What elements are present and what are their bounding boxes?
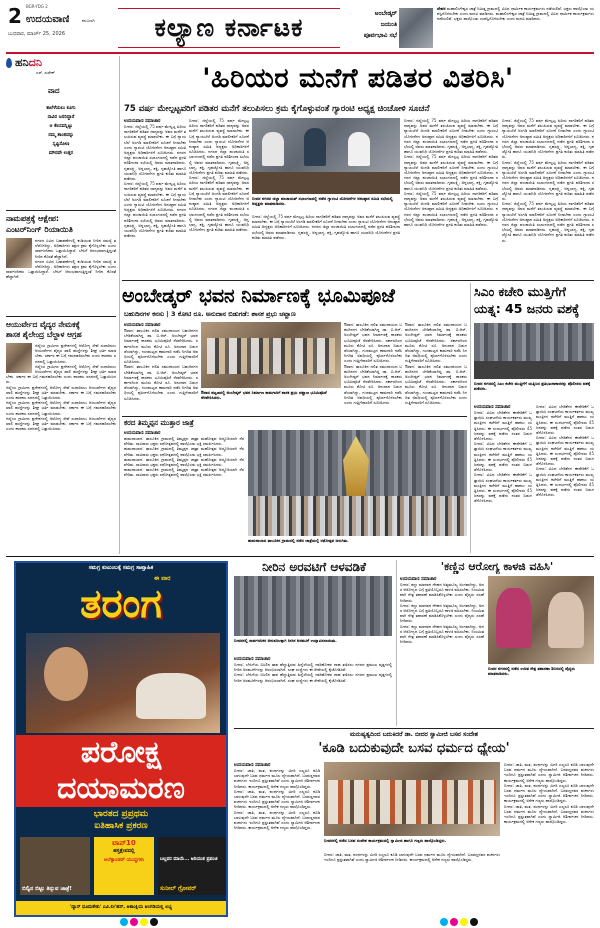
cm-body-cont: ಬೀದರ: ವಿವಿಧ ಬೇಡಿಕೆಗಳ ಈಡೇರಿಕೆಗೆ ಒತ್ತಾಯಿಸಿ ಸಂಘಟನೆಯ ಕಾರ್ಯಕರ್ತರು ಮುಖ್ಯಮಂತ್ರಿಗಳ ಕಚೇರಿಗೆ ಮುತ್ತಿಗೆ ಹಾಕಲು ಯತ್ನಿಸಿದರು. ಈ ಸಂದರ್ಭದಲ್ಲಿ ಪೊಲೀಸರು 45 ಜನರನ್ನು ವಶಕ್ಕೆ ಪಡೆದು ನಂತರ ಬಿಡುಗಡೆಗೊಳಿಸಿದರು. <box>536 404 594 436</box>
ad-top-line: ಸಮಗ್ರ ಕುಟುಂಬಕ್ಕೆ ಸಮಗ್ರ ಸಾಪ್ತಾಹಿಕ <box>88 565 154 571</box>
lead-col-5 <box>502 118 594 278</box>
ambedkar-body-cont: ಔರಾದ: ತಾಲೂಕಿನ ದಲಿತ ಸಮುದಾಯದ ಬಹುದಿನಗಳ ಬೇಡಿಕೆಯಾಗಿದ್ದ ಡಾ. ಬಿ.ಆರ್. ಅಂಬೇಡ್ಕರ್ ಭವನ ನಿರ್ಮಾಣಕ್ಕೆ ಶಾಸಕರು ಭೂಮಿಪೂಜೆ ನೆರವೇರಿಸಿದರು. ಸರ್ಕಾರದಿಂದ ಮೂರು ಕೋಟಿ ರೂ. ಅನುದಾನ ಬಿಡುಗಡೆಯಾಗಿದ್ದು, ಗುಣಮಟ್ಟದ ಕಾಮಗಾರಿ ನಡೆಸಿ ನಿಗದಿತ ಅವಧಿಯಲ್ಲಿ ಪೂರ್ಣಗೊಳಿಸಬೇಕು ಎಂದು ಗುತ್ತಿಗೆದಾರರಿಗೆ ಸೂಚಿಸಿದರು. <box>405 322 467 364</box>
poem-line: ಸಾವಿರ ಜನರಿದ್ದಾರೆ <box>47 115 75 120</box>
ambedkar-body-cont: ಔರಾದ: ತಾಲೂಕಿನ ದಲಿತ ಸಮುದಾಯದ ಬಹುದಿನಗಳ ಬೇಡಿಕೆಯಾಗಿದ್ದ ಡಾ. ಬಿ.ಆರ್. ಅಂಬೇಡ್ಕರ್ ಭವನ ನಿರ್ಮಾಣಕ್ಕೆ ಶಾಸಕರು ಭೂಮಿಪೂಜೆ ನೆರವೇರಿಸಿದರು. ಸರ್ಕಾರದಿಂದ ಮೂರು ಕೋಟಿ ರೂ. ಅನುದಾನ ಬಿಡುಗಡೆಯಾಗಿದ್ದು, ಗುಣಮಟ್ಟದ ಕಾಮಗಾರಿ ನಡೆಸಿ ನಿಗದಿತ ಅವಧಿಯಲ್ಲಿ ಪೂರ್ಣಗೊಳಿಸಬೇಕು ಎಂದು ಗುತ್ತಿಗೆದಾರರಿಗೆ ಸೂಚಿಸಿದರು. <box>344 322 402 364</box>
feature-story <box>6 213 116 313</box>
ad-side-right <box>158 837 226 895</box>
ambedkar-body-cont: ಔರಾದ: ತಾಲೂಕಿನ ದಲಿತ ಸಮುದಾಯದ ಬಹುದಿನಗಳ ಬೇಡಿಕೆಯಾಗಿದ್ದ ಡಾ. ಬಿ.ಆರ್. ಅಂಬೇಡ್ಕರ್ ಭವನ ನಿರ್ಮಾಣಕ್ಕೆ ಶಾಸಕರು ಭೂಮಿಪೂಜೆ ನೆರವೇರಿಸಿದರು. ಸರ್ಕಾರದಿಂದ ಮೂರು ಕೋಟಿ ರೂ. ಅನುದಾನ ಬಿಡುಗಡೆಯಾಗಿದ್ದು, ಗುಣಮಟ್ಟದ ಕಾಮಗಾರಿ ನಡೆಸಿ ನಿಗದಿತ ಅವಧಿಯಲ್ಲಿ ಪೂರ್ಣಗೊಳಿಸಬೇಕು ಎಂದು ಗುತ್ತಿಗೆದಾರರಿಗೆ ಸೂಚಿಸಿದರು. <box>405 363 467 406</box>
ad-headline-2: ದಯಾಮರಣ <box>16 771 226 807</box>
basava-body-cont: ಬೀದರ: ಜಾತಿ, ಮತ, ಪಂಥಗಳನ್ನು ಮೀರಿ ಎಲ್ಲರೂ ಕೂಡಿ ಬಾಳುವುದೇ ಬಸವ ಧರ್ಮದ ಮೂಲ ಧ್ಯೇಯವಾಗಿದೆ. ಬಸವಣ್ಣನವರ ವಚನಗಳು ಇಂದಿಗೂ ಪ್ರಸ್ತುತವಾಗಿವೆ ಎಂದು ಸ್ವಾಮೀಜಿ ಆಶೀರ್ವಚನ ನೀಡಿದರು. ಕಾರ್ಯಕ್ರಮದಲ್ಲಿ ಅನೇಕ ಗಣ್ಯರು ಪಾಲ್ಗೊಂಡಿದ್ದರು. <box>504 782 594 804</box>
divider <box>122 416 467 417</box>
ambedkar-caption: ಔರಾದ ಪಟ್ಟಣದಲ್ಲಿ ಅಂಬೇಡ್ಕರ್ ಭವನ ನಿರ್ಮಾಣ ಕಾಮಗಾರಿಗೆ ಶಾಸಕ ಪ್ರಭು ಚವ್ಹಾಣ ಭೂಮಿಪೂಜೆ ನೆರವೇರಿಸಿದರು. <box>201 390 327 400</box>
page-number: 2 <box>8 6 22 26</box>
ad-brand: ತರಂಗ <box>80 581 162 627</box>
basava-body-cont: ಬೀದರ: ಜಾತಿ, ಮತ, ಪಂಥಗಳನ್ನು ಮೀರಿ ಎಲ್ಲರೂ ಕೂಡಿ ಬಾಳುವುದೇ ಬಸವ ಧರ್ಮದ ಮೂಲ ಧ್ಯೇಯವಾಗಿದೆ. ಬಸವಣ್ಣನವರ ವಚನಗಳು ಇಂದಿಗೂ ಪ್ರಸ್ತುತವಾಗಿವೆ ಎಂದು ಸ್ವಾಮೀಜಿ ಆಶೀರ್ವಚನ ನೀಡಿದರು. ಕಾರ್ಯಕ್ರಮದಲ್ಲಿ ಅನೇಕ ಗಣ್ಯರು ಪಾಲ್ಗೊಂಡಿದ್ದರು. <box>234 809 320 831</box>
water-caption: ಬೀದರನಲ್ಲಿ ಸಾರ್ವಜನಿಕರ ಅನುಕೂಲಕ್ಕಾಗಿ ನೀರಿನ ಅರವಟಿಗೆ ಉದ್ಘಾಟಿಸಲಾಯಿತು. <box>234 638 337 643</box>
lead-body-cont: ಬೀದರ: ಜಿಲ್ಲೆಯಲ್ಲಿ 75 ವರ್ಷ ಮೇಲ್ಪಟ್ಟ ಹಿರಿಯ ನಾಗರಿಕರಿಗೆ ಪಡಿತರ ಧಾನ್ಯವನ್ನು ಅವರ ಮನೆಗೆ ತಲುಪಿಸುವ ವ್ಯವಸ್ಥೆ ಮಾಡಬೇಕು. ಈ ಬಗ್ಗೆ ನ್ಯಾಯಬೆಲೆ ಅಂಗಡಿ ಮಾಲೀಕರಿಗೆ ಸೂಚನೆ ನೀಡಬೇಕು ಎಂದು ಗ್ಯಾರಂಟಿ ಯೋಜನೆಗಳ ಅನುಷ್ಠಾನ ಸಮಿತಿ ಅಧ್ಯಕ್ಷರು ಅಧಿಕಾರಿಗಳಿಗೆ ಸೂಚಿಸಿದರು. ನಗರದ ಜಿಲ್ಲಾ ಪಂಚಾಯಿತಿ ಸಭಾಂಗಣದಲ್ಲಿ ನಡೆದ ಪ್ರಗತಿ ಪರಿಶೀಲನಾ ಸಭೆಯಲ್ಲಿ ಅವರು ಮಾತನಾಡಿದರು. ಗೃಹಲಕ್ಷ್ಮಿ, ಅನ್ನಭಾಗ್ಯ, ಶಕ್ತಿ, ಗೃಹಜ್ಯೋತಿ ಹಾಗೂ ಯುವನಿಧಿ ಯೋಜನೆಗಳ ಪ್ರಗತಿ ಕುರಿತು ಮಾಹಿತಿ ಪಡೆದರು. <box>189 175 249 233</box>
lead-col-1 <box>124 118 186 278</box>
ambedkar-headline-box <box>122 283 467 309</box>
poem-line: ನಮ್ಮ ಶಾಂತವನ್ನು <box>48 133 74 138</box>
water-body-cont: ಬೀದರ: ಬೇಸಿಗೆಯ ಬಿಸಿಲಿನ ತಾಪ ಹೆಚ್ಚುತ್ತಿರುವ ಹಿನ್ನೆಲೆಯಲ್ಲಿ ದಾರಿಹೋಕರ ದಾಹ ತಣಿಸಲು ನಗರದ ಪ್ರಮುಖ ವೃತ್ತಗಳಲ್ಲಿ ನೀರಿನ ಅರವಟಿಗೆಗಳನ್ನು ಆರಂಭಿಸಲಾಗಿದೆ. ಸಂಘ ಸಂಸ್ಥೆಗಳು ಈ ಸೇವೆಯಲ್ಲಿ ಕೈಜೋಡಿಸಿವೆ. <box>234 672 392 683</box>
lead-subhead: 75 ವರ್ಷ ಮೇಲ್ಪಟ್ಟವರಿಗೆ ಪಡಿತರ ಮನೆಗೆ ತಲುಪಿಸಲು ಕ್ರಮ ಕೈಗೊಳ್ಳುವಂತೆ ಗ್ಯಾರಂಟಿ ಅಧ್ಯಕ್ಷ ಚಿಂಚೋಳಿ ಸೂಚನೆ <box>124 104 430 114</box>
lead-headline-box <box>122 56 594 102</box>
lead-photo <box>252 118 400 194</box>
registration-mark <box>460 918 468 926</box>
basava-photo <box>324 762 500 836</box>
cm-headline-box <box>474 283 594 321</box>
feature-text: ನಗರದ ವಿವಿಧ ಬಡಾವಣೆಗಳಲ್ಲಿ ಕುಡಿಯುವ ನೀರಿನ ಸಮಸ್ಯೆ ತಲೆದೋರಿದ್ದು, ಅಧಿಕಾರಿಗಳು ತಕ್ಷಣ ಕ್ರಮ ಕೈಗೊಳ್ಳಬೇಕು ಎಂದು ಸಾರ್ವಜನಿಕರು ಒತ್ತಾಯಿಸಿದ್ದಾರೆ. ಬೇಸಿಗೆ ಆರಂಭವಾಗುತ್ತಿದ್ದಂತೆ ನೀರಿನ ಕೊರತೆ ಹೆಚ್ಚಾಗಿದೆ. <box>35 238 116 259</box>
registration-mark <box>140 918 148 926</box>
story2-text-cont: ಜಿಲ್ಲೆಯ ಗ್ರಾಮೀಣ ಪ್ರದೇಶಗಳಲ್ಲಿ ಆರೋಗ್ಯ ಸೇವೆ ಸುಧಾರಿಸಲು ಆಯುರ್ವೇದ ವೈದ್ಯರ ಖಾಲಿ ಹುದ್ದೆಗಳನ್ನು ಶೀಘ್ರ ಭರ್ತಿ ಮಾಡಬೇಕು. ಸರ್ಕಾರ ಈ ಬಗ್ಗೆ ಗಮನಹರಿಸಬೇಕು ಎಂದು ಶಾಸಕರು ಸದನದಲ್ಲಿ ಒತ್ತಾಯಿಸಿದರು. <box>6 400 116 416</box>
basava-kicker: ಮನುಷ್ಯತ್ವದಿಂದ ಬದುಕಿದರೆ ಡಾ. ಬೀದರ ಸ್ವಾಮೀಜಿ ಬಸವ ಸಂದೇಶ <box>350 731 478 738</box>
basava-headline: 'ಕೂಡಿ ಬದುಕುವುದೇ ಬಸವ ಧರ್ಮದ ಧ್ಯೇಯ' <box>318 741 510 756</box>
basava-body-cont: ಬೀದರ: ಜಾತಿ, ಮತ, ಪಂಥಗಳನ್ನು ಮೀರಿ ಎಲ್ಲರೂ ಕೂಡಿ ಬಾಳುವುದೇ ಬಸವ ಧರ್ಮದ ಮೂಲ ಧ್ಯೇಯವಾಗಿದೆ. ಬಸವಣ್ಣನವರ ವಚನಗಳು ಇಂದಿಗೂ ಪ್ರಸ್ತುತವಾಗಿವೆ ಎಂದು ಸ್ವಾಮೀಜಿ ಆಶೀರ್ವಚನ ನೀಡಿದರು. ಕಾರ್ಯಕ್ರಮದಲ್ಲಿ ಅನೇಕ ಗಣ್ಯರು ಪಾಲ್ಗೊಂಡಿದ್ದರು. <box>504 803 594 825</box>
cm-body-cont: ಬೀದರ: ವಿವಿಧ ಬೇಡಿಕೆಗಳ ಈಡೇರಿಕೆಗೆ ಒತ್ತಾಯಿಸಿ ಸಂಘಟನೆಯ ಕಾರ್ಯಕರ್ತರು ಮುಖ್ಯಮಂತ್ರಿಗಳ ಕಚೇರಿಗೆ ಮುತ್ತಿಗೆ ಹಾಕಲು ಯತ್ನಿಸಿದರು. ಈ ಸಂದರ್ಭದಲ್ಲಿ ಪೊಲೀಸರು 45 ಜನರನ್ನು ವಶಕ್ಕೆ ಪಡೆದು ನಂತರ ಬಿಡುಗಡೆಗೊಳಿಸಿದರು. <box>474 472 532 504</box>
section-title: ಕಲ್ಯಾಣ ಕರ್ನಾಟಕ <box>154 13 304 42</box>
basava-body: ಬೀದರ: ಜಾತಿ, ಮತ, ಪಂಥಗಳನ್ನು ಮೀರಿ ಎಲ್ಲರೂ ಕೂಡಿ ಬಾಳುವುದೇ ಬಸವ ಧರ್ಮದ ಮೂಲ ಧ್ಯೇಯವಾಗಿದೆ. ಬಸವಣ್ಣನವರ ವಚನಗಳು ಇಂದಿಗೂ ಪ್ರಸ್ತುತವಾಗಿವೆ ಎಂದು ಸ್ವಾಮೀಜಿ ಆಶೀರ್ವಚನ ನೀಡಿದರು. ಕಾರ್ಯಕ್ರಮದಲ್ಲಿ ಅನೇಕ ಗಣ್ಯರು ಪಾಲ್ಗೊಂಡಿದ್ದರು. <box>234 768 320 789</box>
registration-mark <box>470 918 478 926</box>
story2-title: ಆಯುರ್ವೇದ ವೈದ್ಯರ ನೇಮಕಕ್ಕೆ <box>6 320 80 329</box>
ambedkar-headline: ಅಂಬೇಡ್ಕರ್ ಭವನ ನಿರ್ಮಾಣಕ್ಕೆ ಭೂಮಿಪೂಜೆ <box>122 285 395 307</box>
lead-body-cont: ಬೀದರ: ಜಿಲ್ಲೆಯಲ್ಲಿ 75 ವರ್ಷ ಮೇಲ್ಪಟ್ಟ ಹಿರಿಯ ನಾಗರಿಕರಿಗೆ ಪಡಿತರ ಧಾನ್ಯವನ್ನು ಅವರ ಮನೆಗೆ ತಲುಪಿಸುವ ವ್ಯವಸ್ಥೆ ಮಾಡಬೇಕು. ಈ ಬಗ್ಗೆ ನ್ಯಾಯಬೆಲೆ ಅಂಗಡಿ ಮಾಲೀಕರಿಗೆ ಸೂಚನೆ ನೀಡಬೇಕು ಎಂದು ಗ್ಯಾರಂಟಿ ಯೋಜನೆಗಳ ಅನುಷ್ಠಾನ ಸಮಿತಿ ಅಧ್ಯಕ್ಷರು ಅಧಿಕಾರಿಗಳಿಗೆ ಸೂಚಿಸಿದರು. ನಗರದ ಜಿಲ್ಲಾ ಪಂಚಾಯಿತಿ ಸಭಾಂಗಣದಲ್ಲಿ ನಡೆದ ಪ್ರಗತಿ ಪರಿಶೀಲನಾ ಸಭೆಯಲ್ಲಿ ಅವರು ಮಾತನಾಡಿದರು. ಗೃಹಲಕ್ಷ್ಮಿ, ಅನ್ನಭಾಗ್ಯ, ಶಕ್ತಿ, ಗೃಹಜ್ಯೋತಿ ಹಾಗೂ ಯುವನಿಧಿ ಯೋಜನೆಗಳ ಪ್ರಗತಿ ಕುರಿತು ಮಾಹಿತಿ ಪಡೆದರು. <box>502 201 594 243</box>
ambedkar-body-cont: ಔರಾದ: ತಾಲೂಕಿನ ದಲಿತ ಸಮುದಾಯದ ಬಹುದಿನಗಳ ಬೇಡಿಕೆಯಾಗಿದ್ದ ಡಾ. ಬಿ.ಆರ್. ಅಂಬೇಡ್ಕರ್ ಭವನ ನಿರ್ಮಾಣಕ್ಕೆ ಶಾಸಕರು ಭೂಮಿಪೂಜೆ ನೆರವೇರಿಸಿದರು. ಸರ್ಕಾರದಿಂದ ಮೂರು ಕೋಟಿ ರೂ. ಅನುದಾನ ಬಿಡುಗಡೆಯಾಗಿದ್ದು, ಗುಣಮಟ್ಟದ ಕಾಮಗಾರಿ ನಡೆಸಿ ನಿಗದಿತ ಅವಧಿಯಲ್ಲಿ ಪೂರ್ಣಗೊಳಿಸಬೇಕು ಎಂದು ಗುತ್ತಿಗೆದಾರರಿಗೆ ಸೂಚಿಸಿದರು. <box>344 363 402 406</box>
ambedkar-col-1 <box>124 322 198 414</box>
water-col <box>234 656 392 726</box>
section-title-banner <box>118 8 340 48</box>
hanidani-box <box>6 56 116 206</box>
masthead-brief <box>437 6 594 52</box>
brand-mark: ಹನಿ <box>15 56 29 69</box>
lead-body-cont: ಬೀದರ: ಜಿಲ್ಲೆಯಲ್ಲಿ 75 ವರ್ಷ ಮೇಲ್ಪಟ್ಟ ಹಿರಿಯ ನಾಗರಿಕರಿಗೆ ಪಡಿತರ ಧಾನ್ಯವನ್ನು ಅವರ ಮನೆಗೆ ತಲುಪಿಸುವ ವ್ಯವಸ್ಥೆ ಮಾಡಬೇಕು. ಈ ಬಗ್ಗೆ ನ್ಯಾಯಬೆಲೆ ಅಂಗಡಿ ಮಾಲೀಕರಿಗೆ ಸೂಚನೆ ನೀಡಬೇಕು ಎಂದು ಗ್ಯಾರಂಟಿ ಯೋಜನೆಗಳ ಅನುಷ್ಠಾನ ಸಮಿತಿ ಅಧ್ಯಕ್ಷರು ಅಧಿಕಾರಿಗಳಿಗೆ ಸೂಚಿಸಿದರು. ನಗರದ ಜಿಲ್ಲಾ ಪಂಚಾಯಿತಿ ಸಭಾಂಗಣದಲ್ಲಿ ನಡೆದ ಪ್ರಗತಿ ಪರಿಶೀಲನಾ ಸಭೆಯಲ್ಲಿ ಅವರು ಮಾತನಾಡಿದರು. ಗೃಹಲಕ್ಷ್ಮಿ, ಅನ್ನಭಾಗ್ಯ, ಶಕ್ತಿ, ಗೃಹಜ್ಯೋತಿ ಹಾಗೂ ಯುವನಿಧಿ ಯೋಜನೆಗಳ ಪ್ರಗತಿ ಕುರಿತು ಮಾಹಿತಿ ಪಡೆದರು. <box>189 118 249 176</box>
story2-text-cont: ಜಿಲ್ಲೆಯ ಗ್ರಾಮೀಣ ಪ್ರದೇಶಗಳಲ್ಲಿ ಆರೋಗ್ಯ ಸೇವೆ ಸುಧಾರಿಸಲು ಆಯುರ್ವೇದ ವೈದ್ಯರ ಖಾಲಿ ಹುದ್ದೆಗಳನ್ನು ಶೀಘ್ರ ಭರ್ತಿ ಮಾಡಬೇಕು. ಸರ್ಕಾರ ಈ ಬಗ್ಗೆ ಗಮನಹರಿಸಬೇಕು ಎಂದು ಶಾಸಕರು ಸದನದಲ್ಲಿ ಒತ್ತಾಯಿಸಿದರು. <box>6 384 116 401</box>
jatre-body: ಹುಮನಾಬಾದ: ತಾಲೂಕಿನ ಗ್ರಾಮದಲ್ಲಿ ತಿಮ್ಮಪ್ಪನ ಜಾತ್ರಾ ಮಹೋತ್ಸವ ಅದ್ಧೂರಿಯಾಗಿ ನೆರವೇರಿತು. ಸಾವಿರಾರು ಭಕ್ತರು ರಥೋತ್ಸವದಲ್ಲಿ ಪಾಲ್ಗೊಂಡು ಭಕ್ತಿ ಸಮರ್ಪಿಸಿದರು. <box>124 436 244 447</box>
ad-bottom-line: 'ದ್ಯಾಸ್ ಧೂಮಕೇತು' ಎವಿ.ಲೀ'ಹಸ್, ಅಕಾಂಕ್ಷಿಯ ಅಂಗಡಿಯಲ್ಲಿ ಲಭ್ಯ <box>16 901 226 915</box>
lead-dateline: ಉದಯವಾಣಿ ಸಮಾಚಾರ <box>124 119 161 124</box>
poem-line: ಮೌನವೇ ಉತ್ತರ <box>48 151 74 156</box>
lead-col-3 <box>252 214 400 278</box>
side-promo-line1: ಅಂಬೇಡ್ಕರ್ <box>374 10 397 17</box>
registration-mark <box>440 918 448 926</box>
hanidani-icon <box>6 58 12 68</box>
story2-subtitle: ಶಾಸಕ ಶೈಲೇಂದ್ರ ಬೆಲ್ದಾಳ ಆಗ್ರಹ <box>6 330 82 339</box>
basava-col-2 <box>324 852 500 912</box>
lead-body: ಬೀದರ: ಜಿಲ್ಲೆಯಲ್ಲಿ 75 ವರ್ಷ ಮೇಲ್ಪಟ್ಟ ಹಿರಿಯ ನಾಗರಿಕರಿಗೆ ಪಡಿತರ ಧಾನ್ಯವನ್ನು ಅವರ ಮನೆಗೆ ತಲುಪಿಸುವ ವ್ಯವಸ್ಥೆ ಮಾಡಬೇಕು. ಈ ಬಗ್ಗೆ ನ್ಯಾಯಬೆಲೆ ಅಂಗಡಿ ಮಾಲೀಕರಿಗೆ ಸೂಚನೆ ನೀಡಬೇಕು ಎಂದು ಗ್ಯಾರಂಟಿ ಯೋಜನೆಗಳ ಅನುಷ್ಠಾನ ಸಮಿತಿ ಅಧ್ಯಕ್ಷರು ಅಧಿಕಾರಿಗಳಿಗೆ ಸೂಚಿಸಿದರು. ನಗರದ ಜಿಲ್ಲಾ ಪಂಚಾಯಿತಿ ಸಭಾಂಗಣದಲ್ಲಿ ನಡೆದ ಪ್ರಗತಿ ಪರಿಶೀಲನಾ ಸಭೆಯಲ್ಲಿ ಅವರು ಮಾತನಾಡಿದರು. ಗೃಹಲಕ್ಷ್ಮಿ, ಅನ್ನಭಾಗ್ಯ, ಶಕ್ತಿ, ಗೃಹಜ್ಯೋತಿ ಹಾಗೂ ಯುವನಿಧಿ ಯೋಜನೆಗಳ ಪ್ರಗತಿ ಕುರಿತು ಮಾಹಿತಿ ಪಡೆದರು. <box>124 124 186 182</box>
ambedkar-subhead: ಬಹುದಿನಗಳ ಕನಸು | 3 ಕೋಟಿ ರೂ. ಅನುದಾನ ಬಿಡುಗಡೆ: ಶಾಸಕ ಪ್ರಭು ಚವ್ಹಾಣ <box>124 310 296 318</box>
jatre-caption: ಹುಮನಾಬಾದ ತಾಲೂಕಿನ ಗ್ರಾಮದಲ್ಲಿ ನಡೆದ ಜಾತ್ರೆಯಲ್ಲಿ ರಥೋತ್ಸವ ಜರುಗಿತು. <box>248 538 349 543</box>
cm-col-1 <box>474 404 532 554</box>
water-dateline: ಉದಯವಾಣಿ ಸಮಾಚಾರ <box>234 657 271 662</box>
divider <box>234 728 594 729</box>
feature-photo <box>6 238 32 268</box>
feature-subtitle: ಎಂಟರ್‌ನಿಂಗ್ ರಿಯಾಯಿತಿ <box>6 225 73 234</box>
lead-body-cont: ಬೀದರ: ಜಿಲ್ಲೆಯಲ್ಲಿ 75 ವರ್ಷ ಮೇಲ್ಪಟ್ಟ ಹಿರಿಯ ನಾಗರಿಕರಿಗೆ ಪಡಿತರ ಧಾನ್ಯವನ್ನು ಅವರ ಮನೆಗೆ ತಲುಪಿಸುವ ವ್ಯವಸ್ಥೆ ಮಾಡಬೇಕು. ಈ ಬಗ್ಗೆ ನ್ಯಾಯಬೆಲೆ ಅಂಗಡಿ ಮಾಲೀಕರಿಗೆ ಸೂಚನೆ ನೀಡಬೇಕು ಎಂದು ಗ್ಯಾರಂಟಿ ಯೋಜನೆಗಳ ಅನುಷ್ಠಾನ ಸಮಿತಿ ಅಧ್ಯಕ್ಷರು ಅಧಿಕಾರಿಗಳಿಗೆ ಸೂಚಿಸಿದರು. ನಗರದ ಜಿಲ್ಲಾ ಪಂಚಾಯಿತಿ ಸಭಾಂಗಣದಲ್ಲಿ ನಡೆದ ಪ್ರಗತಿ ಪರಿಶೀಲನಾ ಸಭೆಯಲ್ಲಿ ಅವರು ಮಾತನಾಡಿದರು. ಗೃಹಲಕ್ಷ್ಮಿ, ಅನ್ನಭಾಗ್ಯ, ಶಕ್ತಿ, ಗೃಹಜ್ಯೋತಿ ಹಾಗೂ ಯುವನಿಧಿ ಯೋಜನೆಗಳ ಪ್ರಗತಿ ಕುರಿತು ಮಾಹಿತಿ ಪಡೆದರು. <box>502 118 594 160</box>
poem <box>6 104 116 158</box>
story2-text: ಜಿಲ್ಲೆಯ ಗ್ರಾಮೀಣ ಪ್ರದೇಶಗಳಲ್ಲಿ ಆರೋಗ್ಯ ಸೇವೆ ಸುಧಾರಿಸಲು ಆಯುರ್ವೇದ ವೈದ್ಯರ ಖಾಲಿ ಹುದ್ದೆಗಳನ್ನು ಶೀಘ್ರ ಭರ್ತಿ ಮಾಡಬೇಕು. ಸರ್ಕಾರ ಈ ಬಗ್ಗೆ ಗಮನಹರಿಸಬೇಕು ಎಂದು ಶಾಸಕರು ಸದನದಲ್ಲಿ ಒತ್ತಾಯಿಸಿದರು. <box>35 343 116 364</box>
cm-body: ಬೀದರ: ವಿವಿಧ ಬೇಡಿಕೆಗಳ ಈಡೇರಿಕೆಗೆ ಒತ್ತಾಯಿಸಿ ಸಂಘಟನೆಯ ಕಾರ್ಯಕರ್ತರು ಮುಖ್ಯಮಂತ್ರಿಗಳ ಕಚೇರಿಗೆ ಮುತ್ತಿಗೆ ಹಾಕಲು ಯತ್ನಿಸಿದರು. ಈ ಸಂದರ್ಭದಲ್ಲಿ ಪೊಲೀಸರು 45 ಜನರನ್ನು ವಶಕ್ಕೆ ಪಡೆದು ನಂತರ ಬಿಡುಗಡೆಗೊಳಿಸಿದರು. <box>474 410 532 442</box>
lead-col-2 <box>189 118 249 278</box>
lead-body-cont: ಬೀದರ: ಜಿಲ್ಲೆಯಲ್ಲಿ 75 ವರ್ಷ ಮೇಲ್ಪಟ್ಟ ಹಿರಿಯ ನಾಗರಿಕರಿಗೆ ಪಡಿತರ ಧಾನ್ಯವನ್ನು ಅವರ ಮನೆಗೆ ತಲುಪಿಸುವ ವ್ಯವಸ್ಥೆ ಮಾಡಬೇಕು. ಈ ಬಗ್ಗೆ ನ್ಯಾಯಬೆಲೆ ಅಂಗಡಿ ಮಾಲೀಕರಿಗೆ ಸೂಚನೆ ನೀಡಬೇಕು ಎಂದು ಗ್ಯಾರಂಟಿ ಯೋಜನೆಗಳ ಅನುಷ್ಠಾನ ಸಮಿತಿ ಅಧ್ಯಕ್ಷರು ಅಧಿಕಾರಿಗಳಿಗೆ ಸೂಚಿಸಿದರು. ನಗರದ ಜಿಲ್ಲಾ ಪಂಚಾಯಿತಿ ಸಭಾಂಗಣದಲ್ಲಿ ನಡೆದ ಪ್ರಗತಿ ಪರಿಶೀಲನಾ ಸಭೆಯಲ್ಲಿ ಅವರು ಮಾತನಾಡಿದರು. ಗೃಹಲಕ್ಷ್ಮಿ, ಅನ್ನಭಾಗ್ಯ, ಶಕ್ತಿ, ಗೃಹಜ್ಯೋತಿ ಹಾಗೂ ಯುವನಿಧಿ ಯೋಜನೆಗಳ ಪ್ರಗತಿ ಕುರಿತು ಮಾಹಿತಿ ಪಡೆದರು. <box>404 190 498 228</box>
basava-body-cont: ಬೀದರ: ಜಾತಿ, ಮತ, ಪಂಥಗಳನ್ನು ಮೀರಿ ಎಲ್ಲರೂ ಕೂಡಿ ಬಾಳುವುದೇ ಬಸವ ಧರ್ಮದ ಮೂಲ ಧ್ಯೇಯವಾಗಿದೆ. ಬಸವಣ್ಣನವರ ವಚನಗಳು ಇಂದಿಗೂ ಪ್ರಸ್ತುತವಾಗಿವೆ ಎಂದು ಸ್ವಾಮೀಜಿ ಆಶೀರ್ವಚನ ನೀಡಿದರು. ಕಾರ್ಯಕ್ರಮದಲ್ಲಿ ಅನೇಕ ಗಣ್ಯರು ಪಾಲ್ಗೊಂಡಿದ್ದರು. <box>324 852 500 863</box>
ad-side-text-2: ಬಲ್ಲವರ ಮಾಯೆ... ಅರಿಯುತ ಪ್ರಪಂಚ <box>160 857 218 862</box>
ad-top10-box <box>94 837 154 895</box>
health-dateline: ಉದಯವಾಣಿ ಸಮಾಚಾರ <box>400 577 437 582</box>
health-body-cont: ಬೀದರ: ಕಣ್ಣು ಮಾನವನ ದೇಹದ ಅತ್ಯಮೂಲ್ಯ ಅಂಗವಾಗಿದ್ದು, ಅದರ ಆರೋಗ್ಯದ ಬಗ್ಗೆ ಪ್ರತಿಯೊಬ್ಬರೂ ಕಾಳಜಿ ವಹಿಸಬೇಕು. ನಿಯಮಿತವಾಗಿ ನೇತ್ರ ತಪಾಸಣೆ ಮಾಡಿಸಿಕೊಳ್ಳಬೇಕು ಎಂದು ವೈದ್ಯರು ಸಲಹೆ ನೀಡಿದರು. <box>400 623 484 645</box>
ad-side-text-1: ಬಿಲ್ವಿನ ಬಿಟ್ಟು ತಿನ್ನುವ ಜಾತ್ರೆ! <box>22 886 72 892</box>
lead-body-cont: ಬೀದರ: ಜಿಲ್ಲೆಯಲ್ಲಿ 75 ವರ್ಷ ಮೇಲ್ಪಟ್ಟ ಹಿರಿಯ ನಾಗರಿಕರಿಗೆ ಪಡಿತರ ಧಾನ್ಯವನ್ನು ಅವರ ಮನೆಗೆ ತಲುಪಿಸುವ ವ್ಯವಸ್ಥೆ ಮಾಡಬೇಕು. ಈ ಬಗ್ಗೆ ನ್ಯಾಯಬೆಲೆ ಅಂಗಡಿ ಮಾಲೀಕರಿಗೆ ಸೂಚನೆ ನೀಡಬೇಕು ಎಂದು ಗ್ಯಾರಂಟಿ ಯೋಜನೆಗಳ ಅನುಷ್ಠಾನ ಸಮಿತಿ ಅಧ್ಯಕ್ಷರು ಅಧಿಕಾರಿಗಳಿಗೆ ಸೂಚಿಸಿದರು. ನಗರದ ಜಿಲ್ಲಾ ಪಂಚಾಯಿತಿ ಸಭಾಂಗಣದಲ್ಲಿ ನಡೆದ ಪ್ರಗತಿ ಪರಿಶೀಲನಾ ಸಭೆಯಲ್ಲಿ ಅವರು ಮಾತನಾಡಿದರು. ಗೃಹಲಕ್ಷ್ಮಿ, ಅನ್ನಭಾಗ್ಯ, ಶಕ್ತಿ, ಗೃಹಜ್ಯೋತಿ ಹಾಗೂ ಯುವನಿಧಿ ಯೋಜನೆಗಳ ಪ್ರಗತಿ ಕುರಿತು ಮಾಹಿತಿ ಪಡೆದರು. <box>502 159 594 202</box>
place-label: ಕಲಬುರಗಿ <box>82 18 95 23</box>
lead-body-cont: ಬೀದರ: ಜಿಲ್ಲೆಯಲ್ಲಿ 75 ವರ್ಷ ಮೇಲ್ಪಟ್ಟ ಹಿರಿಯ ನಾಗರಿಕರಿಗೆ ಪಡಿತರ ಧಾನ್ಯವನ್ನು ಅವರ ಮನೆಗೆ ತಲುಪಿಸುವ ವ್ಯವಸ್ಥೆ ಮಾಡಬೇಕು. ಈ ಬಗ್ಗೆ ನ್ಯಾಯಬೆಲೆ ಅಂಗಡಿ ಮಾಲೀಕರಿಗೆ ಸೂಚನೆ ನೀಡಬೇಕು ಎಂದು ಗ್ಯಾರಂಟಿ ಯೋಜನೆಗಳ ಅನುಷ್ಠಾನ ಸಮಿತಿ ಅಧ್ಯಕ್ಷರು ಅಧಿಕಾರಿಗಳಿಗೆ ಸೂಚಿಸಿದರು. ನಗರದ ಜಿಲ್ಲಾ ಪಂಚಾಯಿತಿ ಸಭಾಂಗಣದಲ್ಲಿ ನಡೆದ ಪ್ರಗತಿ ಪರಿಶೀಲನಾ ಸಭೆಯಲ್ಲಿ ಅವರು ಮಾತನಾಡಿದರು. ಗೃಹಲಕ್ಷ್ಮಿ, ಅನ್ನಭಾಗ್ಯ, ಶಕ್ತಿ, ಗೃಹಜ್ಯೋತಿ ಹಾಗೂ ಯುವನಿಧಿ ಯೋಜನೆಗಳ ಪ್ರಗತಿ ಕುರಿತು ಮಾಹಿತಿ ಪಡೆದರು. <box>404 118 498 155</box>
divider <box>6 556 594 557</box>
poem-line: ಆ ಕೆಲಸವನ್ನಿಟ್ಟು <box>49 124 73 129</box>
basava-body-cont: ಬೀದರ: ಜಾತಿ, ಮತ, ಪಂಥಗಳನ್ನು ಮೀರಿ ಎಲ್ಲರೂ ಕೂಡಿ ಬಾಳುವುದೇ ಬಸವ ಧರ್ಮದ ಮೂಲ ಧ್ಯೇಯವಾಗಿದೆ. ಬಸವಣ್ಣನವರ ವಚನಗಳು ಇಂದಿಗೂ ಪ್ರಸ್ತುತವಾಗಿವೆ ಎಂದು ಸ್ವಾಮೀಜಿ ಆಶೀರ್ವಚನ ನೀಡಿದರು. ಕಾರ್ಯಕ್ರಮದಲ್ಲಿ ಅನೇಕ ಗಣ್ಯರು ಪಾಲ್ಗೊಂಡಿದ್ದರು. <box>234 788 320 810</box>
ayurveda-story <box>6 320 116 550</box>
column-rule <box>119 56 120 554</box>
health-col <box>400 576 484 726</box>
jatre-dateline: ಉದಯವಾಣಿ ಸಮಾಚಾರ <box>124 431 161 436</box>
ambedkar-col-2 <box>344 322 402 414</box>
cm-caption: ಬೀದರ ನಗರದಲ್ಲಿ ಸಿಎಂ ಕಚೇರಿ ಮುತ್ತಿಗೆಗೆ ಯತ್ನಿಸಿದ ಪ್ರತಿಭಟನಾಕಾರರನ್ನು ಪೊಲೀಸರು ವಶಕ್ಕೆ ಪಡೆದರು. <box>474 381 591 391</box>
jatre-col <box>124 430 244 550</box>
cm-headline: ಸಿಎಂ ಕಚೇರಿ ಮುತ್ತಿಗೆಗೆ ಯತ್ನ: 45 ಜನರು ವಶಕ್ಕೆ <box>474 284 580 316</box>
ad-box-label: ಟಾಪ್10 <box>112 839 136 847</box>
cm-body-cont: ಬೀದರ: ವಿವಿಧ ಬೇಡಿಕೆಗಳ ಈಡೇರಿಕೆಗೆ ಒತ್ತಾಯಿಸಿ ಸಂಘಟನೆಯ ಕಾರ್ಯಕರ್ತರು ಮುಖ್ಯಮಂತ್ರಿಗಳ ಕಚೇರಿಗೆ ಮುತ್ತಿಗೆ ಹಾಕಲು ಯತ್ನಿಸಿದರು. ಈ ಸಂದರ್ಭದಲ್ಲಿ ಪೊಲೀಸರು 45 ಜನರನ್ನು ವಶಕ್ಕೆ ಪಡೆದು ನಂತರ ಬಿಡುಗಡೆಗೊಳಿಸಿದರು. <box>474 441 532 473</box>
jatre-body-cont: ಹುಮನಾಬಾದ: ತಾಲೂಕಿನ ಗ್ರಾಮದಲ್ಲಿ ತಿಮ್ಮಪ್ಪನ ಜಾತ್ರಾ ಮಹೋತ್ಸವ ಅದ್ಧೂರಿಯಾಗಿ ನೆರವೇರಿತು. ಸಾವಿರಾರು ಭಕ್ತರು ರಥೋತ್ಸವದಲ್ಲಿ ಪಾಲ್ಗೊಂಡು ಭಕ್ತಿ ಸಮರ್ಪಿಸಿದರು. <box>124 467 244 478</box>
health-body-cont: ಬೀದರ: ಕಣ್ಣು ಮಾನವನ ದೇಹದ ಅತ್ಯಮೂಲ್ಯ ಅಂಗವಾಗಿದ್ದು, ಅದರ ಆರೋಗ್ಯದ ಬಗ್ಗೆ ಪ್ರತಿಯೊಬ್ಬರೂ ಕಾಳಜಿ ವಹಿಸಬೇಕು. ನಿಯಮಿತವಾಗಿ ನೇತ್ರ ತಪಾಸಣೆ ಮಾಡಿಸಿಕೊಳ್ಳಬೇಕು ಎಂದು ವೈದ್ಯರು ಸಲಹೆ ನೀಡಿದರು. <box>400 602 484 624</box>
jatre-body-cont: ಹುಮನಾಬಾದ: ತಾಲೂಕಿನ ಗ್ರಾಮದಲ್ಲಿ ತಿಮ್ಮಪ್ಪನ ಜಾತ್ರಾ ಮಹೋತ್ಸವ ಅದ್ಧೂರಿಯಾಗಿ ನೆರವೇರಿತು. ಸಾವಿರಾರು ಭಕ್ತರು ರಥೋತ್ಸವದಲ್ಲಿ ಪಾಲ್ಗೊಂಡು ಭಕ್ತಿ ಸಮರ್ಪಿಸಿದರು. <box>124 446 244 457</box>
edition-date: ಬುಧವಾರ, ಮಾರ್ಚ್ 25, 2026 <box>8 31 66 37</box>
cm-body-cont: ಬೀದರ: ವಿವಿಧ ಬೇಡಿಕೆಗಳ ಈಡೇರಿಕೆಗೆ ಒತ್ತಾಯಿಸಿ ಸಂಘಟನೆಯ ಕಾರ್ಯಕರ್ತರು ಮುಖ್ಯಮಂತ್ರಿಗಳ ಕಚೇರಿಗೆ ಮುತ್ತಿಗೆ ಹಾಕಲು ಯತ್ನಿಸಿದರು. ಈ ಸಂದರ್ಭದಲ್ಲಿ ಪೊಲೀಸರು 45 ಜನರನ್ನು ವಶಕ್ಕೆ ಪಡೆದು ನಂತರ ಬಿಡುಗಡೆಗೊಳಿಸಿದರು. <box>536 466 594 498</box>
masthead-brief-label: ದೇವರ <box>437 6 446 11</box>
paper-name: ಉದಯವಾಣಿ <box>26 14 70 25</box>
cm-body-cont: ಬೀದರ: ವಿವಿಧ ಬೇಡಿಕೆಗಳ ಈಡೇರಿಕೆಗೆ ಒತ್ತಾಯಿಸಿ ಸಂಘಟನೆಯ ಕಾರ್ಯಕರ್ತರು ಮುಖ್ಯಮಂತ್ರಿಗಳ ಕಚೇರಿಗೆ ಮುತ್ತಿಗೆ ಹಾಕಲು ಯತ್ನಿಸಿದರು. ಈ ಸಂದರ್ಭದಲ್ಲಿ ಪೊಲೀಸರು 45 ಜನರನ್ನು ವಶಕ್ಕೆ ಪಡೆದು ನಂತರ ಬಿಡುಗಡೆಗೊಳಿಸಿದರು. <box>536 435 594 467</box>
story2-text-cont: ಜಿಲ್ಲೆಯ ಗ್ರಾಮೀಣ ಪ್ರದೇಶಗಳಲ್ಲಿ ಆರೋಗ್ಯ ಸೇವೆ ಸುಧಾರಿಸಲು ಆಯುರ್ವೇದ ವೈದ್ಯರ ಖಾಲಿ ಹುದ್ದೆಗಳನ್ನು ಶೀಘ್ರ ಭರ್ತಿ ಮಾಡಬೇಕು. ಸರ್ಕಾರ ಈ ಬಗ್ಗೆ ಗಮನಹರಿಸಬೇಕು ಎಂದು ಶಾಸಕರು ಸದನದಲ್ಲಿ ಒತ್ತಾಯಿಸಿದರು. <box>6 415 116 432</box>
poem-line: ಕಾಲೆಳೆಯಲು ಕೂಗು <box>46 106 76 111</box>
lead-caption: ಬೀದರ ನಗರದ ಜಿಲ್ಲಾ ಪಂಚಾಯತ್ ಸಭಾಂಗಣದಲ್ಲಿ ನಡೆದ ಗ್ಯಾರಂಟಿ ಯೋಜನೆಗಳ ಅನುಷ್ಠಾನ ಸಮಿತಿ ಸಭೆಯಲ್ಲಿ ಅಧ್ಯಕ್ಷರು ಮಾತನಾಡಿದರು. <box>252 196 393 206</box>
ambedkar-col-3 <box>405 322 467 414</box>
basava-body-cont: ಬೀದರ: ಜಾತಿ, ಮತ, ಪಂಥಗಳನ್ನು ಮೀರಿ ಎಲ್ಲರೂ ಕೂಡಿ ಬಾಳುವುದೇ ಬಸವ ಧರ್ಮದ ಮೂಲ ಧ್ಯೇಯವಾಗಿದೆ. ಬಸವಣ್ಣನವರ ವಚನಗಳು ಇಂದಿಗೂ ಪ್ರಸ್ತುತವಾಗಿವೆ ಎಂದು ಸ್ವಾಮೀಜಿ ಆಶೀರ್ವಚನ ನೀಡಿದರು. ಕಾರ್ಯಕ್ರಮದಲ್ಲಿ ಅನೇಕ ಗಣ್ಯರು ಪಾಲ್ಗೊಂಡಿದ್ದರು. <box>504 762 594 783</box>
side-promo <box>345 8 397 48</box>
divider <box>6 316 116 317</box>
ad-box-text: ಅಲೆಕ್ಸಾಂಡರ್ ಯುದ್ಧಗಳು <box>103 857 145 863</box>
health-body: ಬೀದರ: ಕಣ್ಣು ಮಾನವನ ದೇಹದ ಅತ್ಯಮೂಲ್ಯ ಅಂಗವಾಗಿದ್ದು, ಅದರ ಆರೋಗ್ಯದ ಬಗ್ಗೆ ಪ್ರತಿಯೊಬ್ಬರೂ ಕಾಳಜಿ ವಹಿಸಬೇಕು. ನಿಯಮಿತವಾಗಿ ನೇತ್ರ ತಪಾಸಣೆ ಮಾಡಿಸಿಕೊಳ್ಳಬೇಕು ಎಂದು ವೈದ್ಯರು ಸಲಹೆ ನೀಡಿದರು. <box>400 582 484 603</box>
basava-col-1 <box>234 762 320 912</box>
ambedkar-photo <box>201 322 341 388</box>
story2-photo <box>6 343 32 373</box>
registration-mark <box>150 918 158 926</box>
basava-dateline: ಉದಯವಾಣಿ ಸಮಾಚಾರ <box>234 763 271 768</box>
jatre-body-cont: ಹುಮನಾಬಾದ: ತಾಲೂಕಿನ ಗ್ರಾಮದಲ್ಲಿ ತಿಮ್ಮಪ್ಪನ ಜಾತ್ರಾ ಮಹೋತ್ಸವ ಅದ್ಧೂರಿಯಾಗಿ ನೆರವೇರಿತು. ಸಾವಿರಾರು ಭಕ್ತರು ರಥೋತ್ಸವದಲ್ಲಿ ಪಾಲ್ಗೊಂಡು ಭಕ್ತಿ ಸಮರ್ಪಿಸಿದರು. <box>124 456 244 468</box>
lead-body-cont: ಬೀದರ: ಜಿಲ್ಲೆಯಲ್ಲಿ 75 ವರ್ಷ ಮೇಲ್ಪಟ್ಟ ಹಿರಿಯ ನಾಗರಿಕರಿಗೆ ಪಡಿತರ ಧಾನ್ಯವನ್ನು ಅವರ ಮನೆಗೆ ತಲುಪಿಸುವ ವ್ಯವಸ್ಥೆ ಮಾಡಬೇಕು. ಈ ಬಗ್ಗೆ ನ್ಯಾಯಬೆಲೆ ಅಂಗಡಿ ಮಾಲೀಕರಿಗೆ ಸೂಚನೆ ನೀಡಬೇಕು ಎಂದು ಗ್ಯಾರಂಟಿ ಯೋಜನೆಗಳ ಅನುಷ್ಠಾನ ಸಮಿತಿ ಅಧ್ಯಕ್ಷರು ಅಧಿಕಾರಿಗಳಿಗೆ ಸೂಚಿಸಿದರು. ನಗರದ ಜಿಲ್ಲಾ ಪಂಚಾಯಿತಿ ಸಭಾಂಗಣದಲ್ಲಿ ನಡೆದ ಪ್ರಗತಿ ಪರಿಶೀಲನಾ ಸಭೆಯಲ್ಲಿ ಅವರು ಮಾತನಾಡಿದರು. ಗೃಹಲಕ್ಷ್ಮಿ, ಅನ್ನಭಾಗ್ಯ, ಶಕ್ತಿ, ಗೃಹಜ್ಯೋತಿ ಹಾಗೂ ಯುವನಿಧಿ ಯೋಜನೆಗಳ ಪ್ರಗತಿ ಕುರಿತು ಮಾಹಿತಿ ಪಡೆದರು. <box>124 181 186 239</box>
divider <box>6 210 116 211</box>
divider <box>122 280 594 281</box>
ad-side-panel <box>20 837 90 895</box>
health-photo <box>488 576 594 664</box>
masthead-brief-text: ಮಹಾಲಿಂಗೇಶ್ವರ ಜಾತ್ರೆ ನಿಮಿತ್ತ ಗ್ರಾಮದಲ್ಲಿ ವಿವಿಧ ಧಾರ್ಮಿಕ ಕಾರ್ಯಕ್ರಮಗಳು ನಡೆಯಲಿವೆ. ಭಕ್ತರು ಪಾಲ್ಗೊಂಡು ಯಶಸ್ವಿಗೊಳಿಸಬೇಕು ಎಂದು ಮನವಿ ಮಾಡಿದರು. <box>437 6 594 17</box>
lead-col-4 <box>404 118 498 278</box>
masthead-rule <box>6 52 594 54</box>
lead-body-cont: ಬೀದರ: ಜಿಲ್ಲೆಯಲ್ಲಿ 75 ವರ್ಷ ಮೇಲ್ಪಟ್ಟ ಹಿರಿಯ ನಾಗರಿಕರಿಗೆ ಪಡಿತರ ಧಾನ್ಯವನ್ನು ಅವರ ಮನೆಗೆ ತಲುಪಿಸುವ ವ್ಯವಸ್ಥೆ ಮಾಡಬೇಕು. ಈ ಬಗ್ಗೆ ನ್ಯಾಯಬೆಲೆ ಅಂಗಡಿ ಮಾಲೀಕರಿಗೆ ಸೂಚನೆ ನೀಡಬೇಕು ಎಂದು ಗ್ಯಾರಂಟಿ ಯೋಜನೆಗಳ ಅನುಷ್ಠಾನ ಸಮಿತಿ ಅಧ್ಯಕ್ಷರು ಅಧಿಕಾರಿಗಳಿಗೆ ಸೂಚಿಸಿದರು. ನಗರದ ಜಿಲ್ಲಾ ಪಂಚಾಯಿತಿ ಸಭಾಂಗಣದಲ್ಲಿ ನಡೆದ ಪ್ರಗತಿ ಪರಿಶೀಲನಾ ಸಭೆಯಲ್ಲಿ ಅವರು ಮಾತನಾಡಿದರು. ಗೃಹಲಕ್ಷ್ಮಿ, ಅನ್ನಭಾಗ್ಯ, ಶಕ್ತಿ, ಗೃಹಜ್ಯೋತಿ ಹಾಗೂ ಯುವನಿಧಿ ಯೋಜನೆಗಳ ಪ್ರಗತಿ ಕುರಿತು ಮಾಹಿತಿ ಪಡೆದರು. <box>252 214 400 240</box>
registration-mark <box>130 918 138 926</box>
taranga-ad <box>14 561 228 917</box>
side-promo-line2: ಜಯಂತಿ <box>380 21 397 28</box>
feature-title: ನಾಮಪತ್ರಕ್ಕೆ ಆಕ್ಷೇಪ: <box>6 214 60 223</box>
cm-col-2 <box>536 404 594 554</box>
cm-photo <box>474 323 594 379</box>
poem-title: ವಾದ <box>48 87 60 95</box>
side-promo-photo <box>399 8 433 48</box>
ad-side-name: ಸುನೀಲ್ ಗ್ರೋವರ್ <box>160 885 197 892</box>
health-caption: ಬೀದರ ನಗರದಲ್ಲಿ ನಡೆದ ಉಚಿತ ನೇತ್ರ ತಪಾಸಣಾ ಶಿಬಿರದಲ್ಲಿ ವೈದ್ಯರು ಮಾತನಾಡಿದರು. <box>488 666 575 676</box>
ad-box-label-2: ಹಸ್ತಕ್ಷೇಪದಲ್ಲಿ <box>113 848 135 854</box>
side-promo-line3: ಪೂರ್ವಭಾವಿ ಸಭೆ <box>363 32 397 39</box>
ambedkar-body: ಔರಾದ: ತಾಲೂಕಿನ ದಲಿತ ಸಮುದಾಯದ ಬಹುದಿನಗಳ ಬೇಡಿಕೆಯಾಗಿದ್ದ ಡಾ. ಬಿ.ಆರ್. ಅಂಬೇಡ್ಕರ್ ಭವನ ನಿರ್ಮಾಣಕ್ಕೆ ಶಾಸಕರು ಭೂಮಿಪೂಜೆ ನೆರವೇರಿಸಿದರು. ಸರ್ಕಾರದಿಂದ ಮೂರು ಕೋಟಿ ರೂ. ಅನುದಾನ ಬಿಡುಗಡೆಯಾಗಿದ್ದು, ಗುಣಮಟ್ಟದ ಕಾಮಗಾರಿ ನಡೆಸಿ ನಿಗದಿತ ಅವಧಿಯಲ್ಲಿ ಪೂರ್ಣಗೊಳಿಸಬೇಕು ಎಂದು ಗುತ್ತಿಗೆದಾರರಿಗೆ ಸೂಚಿಸಿದರು. <box>124 328 198 365</box>
jatre-headline: ಕರದ ತಿಮ್ಮಪ್ಪನ ಮುತ್ತಾರ ಜಾತ್ರೆ <box>124 419 194 427</box>
poem-line: ಸೃಷ್ಟಿಸೋಣ <box>52 142 70 147</box>
cm-dateline: ಉದಯವಾಣಿ ಸಮಾಚಾರ <box>474 405 511 410</box>
basava-col-3 <box>504 762 594 912</box>
story2-text-cont: ಜಿಲ್ಲೆಯ ಗ್ರಾಮೀಣ ಪ್ರದೇಶಗಳಲ್ಲಿ ಆರೋಗ್ಯ ಸೇವೆ ಸುಧಾರಿಸಲು ಆಯುರ್ವೇದ ವೈದ್ಯರ ಖಾಲಿ ಹುದ್ದೆಗಳನ್ನು ಶೀಘ್ರ ಭರ್ತಿ ಮಾಡಬೇಕು. ಸರ್ಕಾರ ಈ ಬಗ್ಗೆ ಗಮನಹರಿಸಬೇಕು ಎಂದು ಶಾಸಕರು ಸದನದಲ್ಲಿ ಒತ್ತಾಯಿಸಿದರು. <box>6 363 116 385</box>
ad-subtitle-1: ಭಾರತದ ಪ್ರಪ್ರಥಮ <box>93 809 149 819</box>
column-rule <box>396 560 397 726</box>
ad-cover-photo <box>26 633 220 733</box>
water-photo <box>234 576 392 636</box>
lead-body-cont: ಬೀದರ: ಜಿಲ್ಲೆಯಲ್ಲಿ 75 ವರ್ಷ ಮೇಲ್ಪಟ್ಟ ಹಿರಿಯ ನಾಗರಿಕರಿಗೆ ಪಡಿತರ ಧಾನ್ಯವನ್ನು ಅವರ ಮನೆಗೆ ತಲುಪಿಸುವ ವ್ಯವಸ್ಥೆ ಮಾಡಬೇಕು. ಈ ಬಗ್ಗೆ ನ್ಯಾಯಬೆಲೆ ಅಂಗಡಿ ಮಾಲೀಕರಿಗೆ ಸೂಚನೆ ನೀಡಬೇಕು ಎಂದು ಗ್ಯಾರಂಟಿ ಯೋಜನೆಗಳ ಅನುಷ್ಠಾನ ಸಮಿತಿ ಅಧ್ಯಕ್ಷರು ಅಧಿಕಾರಿಗಳಿಗೆ ಸೂಚಿಸಿದರು. ನಗರದ ಜಿಲ್ಲಾ ಪಂಚಾಯಿತಿ ಸಭಾಂಗಣದಲ್ಲಿ ನಡೆದ ಪ್ರಗತಿ ಪರಿಶೀಲನಾ ಸಭೆಯಲ್ಲಿ ಅವರು ಮಾತನಾಡಿದರು. ಗೃಹಲಕ್ಷ್ಮಿ, ಅನ್ನಭಾಗ್ಯ, ಶಕ್ತಿ, ಗೃಹಜ್ಯೋತಿ ಹಾಗೂ ಯುವನಿಧಿ ಯೋಜನೆಗಳ ಪ್ರಗತಿ ಕುರಿತು ಮಾಹಿತಿ ಪಡೆದರು. <box>404 154 498 191</box>
column-rule <box>470 283 471 553</box>
masthead-brief-text-cont: ಮಹಾಲಿಂಗೇಶ್ವರ ಜಾತ್ರೆ ನಿಮಿತ್ತ ಗ್ರಾಮದಲ್ಲಿ ವಿವಿಧ ಧಾರ್ಮಿಕ ಕಾರ್ಯಕ್ರಮಗಳು ನಡೆಯಲಿವೆ. ಭಕ್ತರು ಪಾಲ್ಗೊಂಡು ಯಶಸ್ವಿಗೊಳಿಸಬೇಕು ಎಂದು ಮನವಿ ಮಾಡಿದರು. <box>437 11 594 22</box>
basava-caption: ಬೀದರನಲ್ಲಿ ನಡೆದ ಬಸವ ಸಂದೇಶ ಕಾರ್ಯಕ್ರಮದಲ್ಲಿ ಸ್ವಾಮೀಜಿ ಹಾಗೂ ಗಣ್ಯರು ಪಾಲ್ಗೊಂಡಿದ್ದರು. <box>324 838 447 843</box>
ambedkar-dateline: ಉದಯವಾಣಿ ಸಮಾಚಾರ <box>124 323 161 328</box>
jatre-photo <box>248 430 467 536</box>
lead-headline: 'ಹಿರಿಯರ ಮನೆಗೆ ಪಡಿತರ ವಿತರಿಸಿ' <box>202 63 514 94</box>
ad-headline-1: ಪರೋಕ್ಷ <box>16 735 226 771</box>
water-headline: ನೀರಿನ ಅರವಟಿಗೆ ಆಳವಡಿಕೆ <box>262 560 366 574</box>
registration-mark <box>450 918 458 926</box>
registration-mark <box>120 918 128 926</box>
edition-code: BGR-YDG 2 <box>26 4 48 9</box>
feature-text-cont: ನಗರದ ವಿವಿಧ ಬಡಾವಣೆಗಳಲ್ಲಿ ಕುಡಿಯುವ ನೀರಿನ ಸಮಸ್ಯೆ ತಲೆದೋರಿದ್ದು, ಅಧಿಕಾರಿಗಳು ತಕ್ಷಣ ಕ್ರಮ ಕೈಗೊಳ್ಳಬೇಕು ಎಂದು ಸಾರ್ವಜನಿಕರು ಒತ್ತಾಯಿಸಿದ್ದಾರೆ. ಬೇಸಿಗೆ ಆರಂಭವಾಗುತ್ತಿದ್ದಂತೆ ನೀರಿನ ಕೊರತೆ ಹೆಚ್ಚಾಗಿದೆ. <box>6 258 116 280</box>
ambedkar-body-cont: ಔರಾದ: ತಾಲೂಕಿನ ದಲಿತ ಸಮುದಾಯದ ಬಹುದಿನಗಳ ಬೇಡಿಕೆಯಾಗಿದ್ದ ಡಾ. ಬಿ.ಆರ್. ಅಂಬೇಡ್ಕರ್ ಭವನ ನಿರ್ಮಾಣಕ್ಕೆ ಶಾಸಕರು ಭೂಮಿಪೂಜೆ ನೆರವೇರಿಸಿದರು. ಸರ್ಕಾರದಿಂದ ಮೂರು ಕೋಟಿ ರೂ. ಅನುದಾನ ಬಿಡುಗಡೆಯಾಗಿದ್ದು, ಗುಣಮಟ್ಟದ ಕಾಮಗಾರಿ ನಡೆಸಿ ನಿಗದಿತ ಅವಧಿಯಲ್ಲಿ ಪೂರ್ಣಗೊಳಿಸಬೇಕು ಎಂದು ಗುತ್ತಿಗೆದಾರರಿಗೆ ಸೂಚಿಸಿದರು. <box>124 364 198 401</box>
brand-author: ಎಸ್. ಸುರೇಶ್ <box>36 70 55 75</box>
brand-mark-accent: ದನಿ <box>28 56 42 69</box>
water-body: ಬೀದರ: ಬೇಸಿಗೆಯ ಬಿಸಿಲಿನ ತಾಪ ಹೆಚ್ಚುತ್ತಿರುವ ಹಿನ್ನೆಲೆಯಲ್ಲಿ ದಾರಿಹೋಕರ ದಾಹ ತಣಿಸಲು ನಗರದ ಪ್ರಮುಖ ವೃತ್ತಗಳಲ್ಲಿ ನೀರಿನ ಅರವಟಿಗೆಗಳನ್ನು ಆರಂಭಿಸಲಾಗಿದೆ. ಸಂಘ ಸಂಸ್ಥೆಗಳು ಈ ಸೇವೆಯಲ್ಲಿ ಕೈಜೋಡಿಸಿವೆ. <box>234 662 392 673</box>
ad-tag: ಈ ವಾರ <box>154 575 171 582</box>
health-headline: 'ಕಣ್ಣಿನ ಆರೋಗ್ಯ ಕಾಳಜಿ ವಹಿಸಿ' <box>440 560 554 573</box>
ad-subtitle-2: ಐತಿಹಾಸಿಕ ಪ್ರಕರಣ <box>94 821 148 831</box>
